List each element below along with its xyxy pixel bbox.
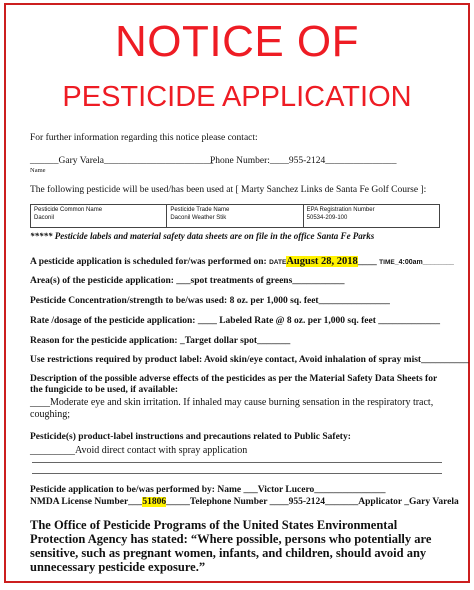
labels-on-file-note: ***** Pesticide labels and material safety data sheets are on file in the office Santa Fe Parks <box>30 231 375 241</box>
contact-name: ______Gary Varela_______________________ <box>30 156 214 166</box>
adverse-effects-heading: Description of the possible adverse effects of the pesticides as per the Material Safety Data Sheets for the fungicide to be used, if available: <box>30 374 438 395</box>
license-line <box>30 497 459 508</box>
license-tail: _____Telephone Number ____955-2124_______Applicator _Gary Varela <box>166 497 459 507</box>
common-name-value: Daconil <box>34 214 55 221</box>
divider-line-2 <box>32 473 442 474</box>
pesticide-common-name-cell <box>31 205 166 227</box>
public-safety-text: _________Avoid direct contact with spray application <box>30 445 248 456</box>
notice-title: NOTICE OF <box>114 17 360 66</box>
date-tail: ____ <box>357 257 377 267</box>
divider-line-1 <box>32 462 442 463</box>
concentration-line: Pesticide Concentration/strength to be/was used: 8 oz. per 1,000 sq. feet_______________ <box>30 296 390 306</box>
reason-line: Reason for the pesticide application: _Target dollar spot_______ <box>30 336 291 346</box>
date-value: August 28, 2018 <box>286 256 358 267</box>
schedule-line <box>30 256 454 268</box>
time-value: _4:00am________ <box>394 259 454 266</box>
contact-phone: Phone Number:____955-2124_______________ <box>210 156 397 166</box>
date-label: DATE <box>269 259 287 266</box>
name-caption: Name <box>30 167 46 174</box>
adverse-effects-text: ____Moderate eye and skin irritation. If inhaled may cause burning sensation in the respiratory tract, coughing; <box>30 397 434 420</box>
public-safety-heading: Pesticide(s) product-label instructions and precautions related to Public Safety: <box>30 432 351 442</box>
common-name-header: Pesticide Common Name <box>34 207 103 213</box>
epa-registration-cell <box>303 205 439 227</box>
contact-intro: For further information regarding this notice please contact: <box>30 133 258 143</box>
location-line: The following pesticide will be used/has been used at [ Marty Sanchez Links de Santa Fe Golf Course ]: <box>30 185 427 195</box>
restrictions-line: Use restrictions required by product label: Avoid skin/eye contact, Avoid inhalation of spray mist__________ <box>30 355 469 365</box>
notice-page <box>4 3 470 583</box>
time-label: TIME <box>379 259 395 266</box>
pesticide-table <box>30 204 440 228</box>
trade-name-header: Pesticide Trade Name <box>170 207 230 213</box>
applicator-line: Pesticide application to be/was performed by: Name ___Victor Lucero_______________ <box>30 485 386 495</box>
license-label: NMDA License Number <box>30 497 129 507</box>
pesticide-trade-name-cell <box>166 205 302 227</box>
license-pre: ___ <box>128 497 143 507</box>
epa-statement: The Office of Pesticide Programs of the United States Environmental Protection Agency has stated: “Where possible, persons who potentially are sensitive, such as pregnant women, infants, and children, should avoid any unnecessary pesticide exposure.” <box>30 518 432 574</box>
trade-name-value: Daconil Weather Stik <box>170 214 227 221</box>
license-number: 51806 <box>142 497 167 507</box>
area-line: Area(s) of the pesticide application: ___spot treatments of greens___________ <box>30 276 345 286</box>
rate-line: Rate /dosage of the pesticide application: ____ Labeled Rate @ 8 oz. per 1,000 sq. feet _____________ <box>30 316 441 326</box>
epa-registration-value: 50534-209-100 <box>306 214 348 221</box>
schedule-label: A pesticide application is scheduled for/was performed on: <box>30 257 267 267</box>
epa-registration-header: EPA Registration Number <box>306 207 375 213</box>
notice-subtitle: PESTICIDE APPLICATION <box>62 81 412 113</box>
